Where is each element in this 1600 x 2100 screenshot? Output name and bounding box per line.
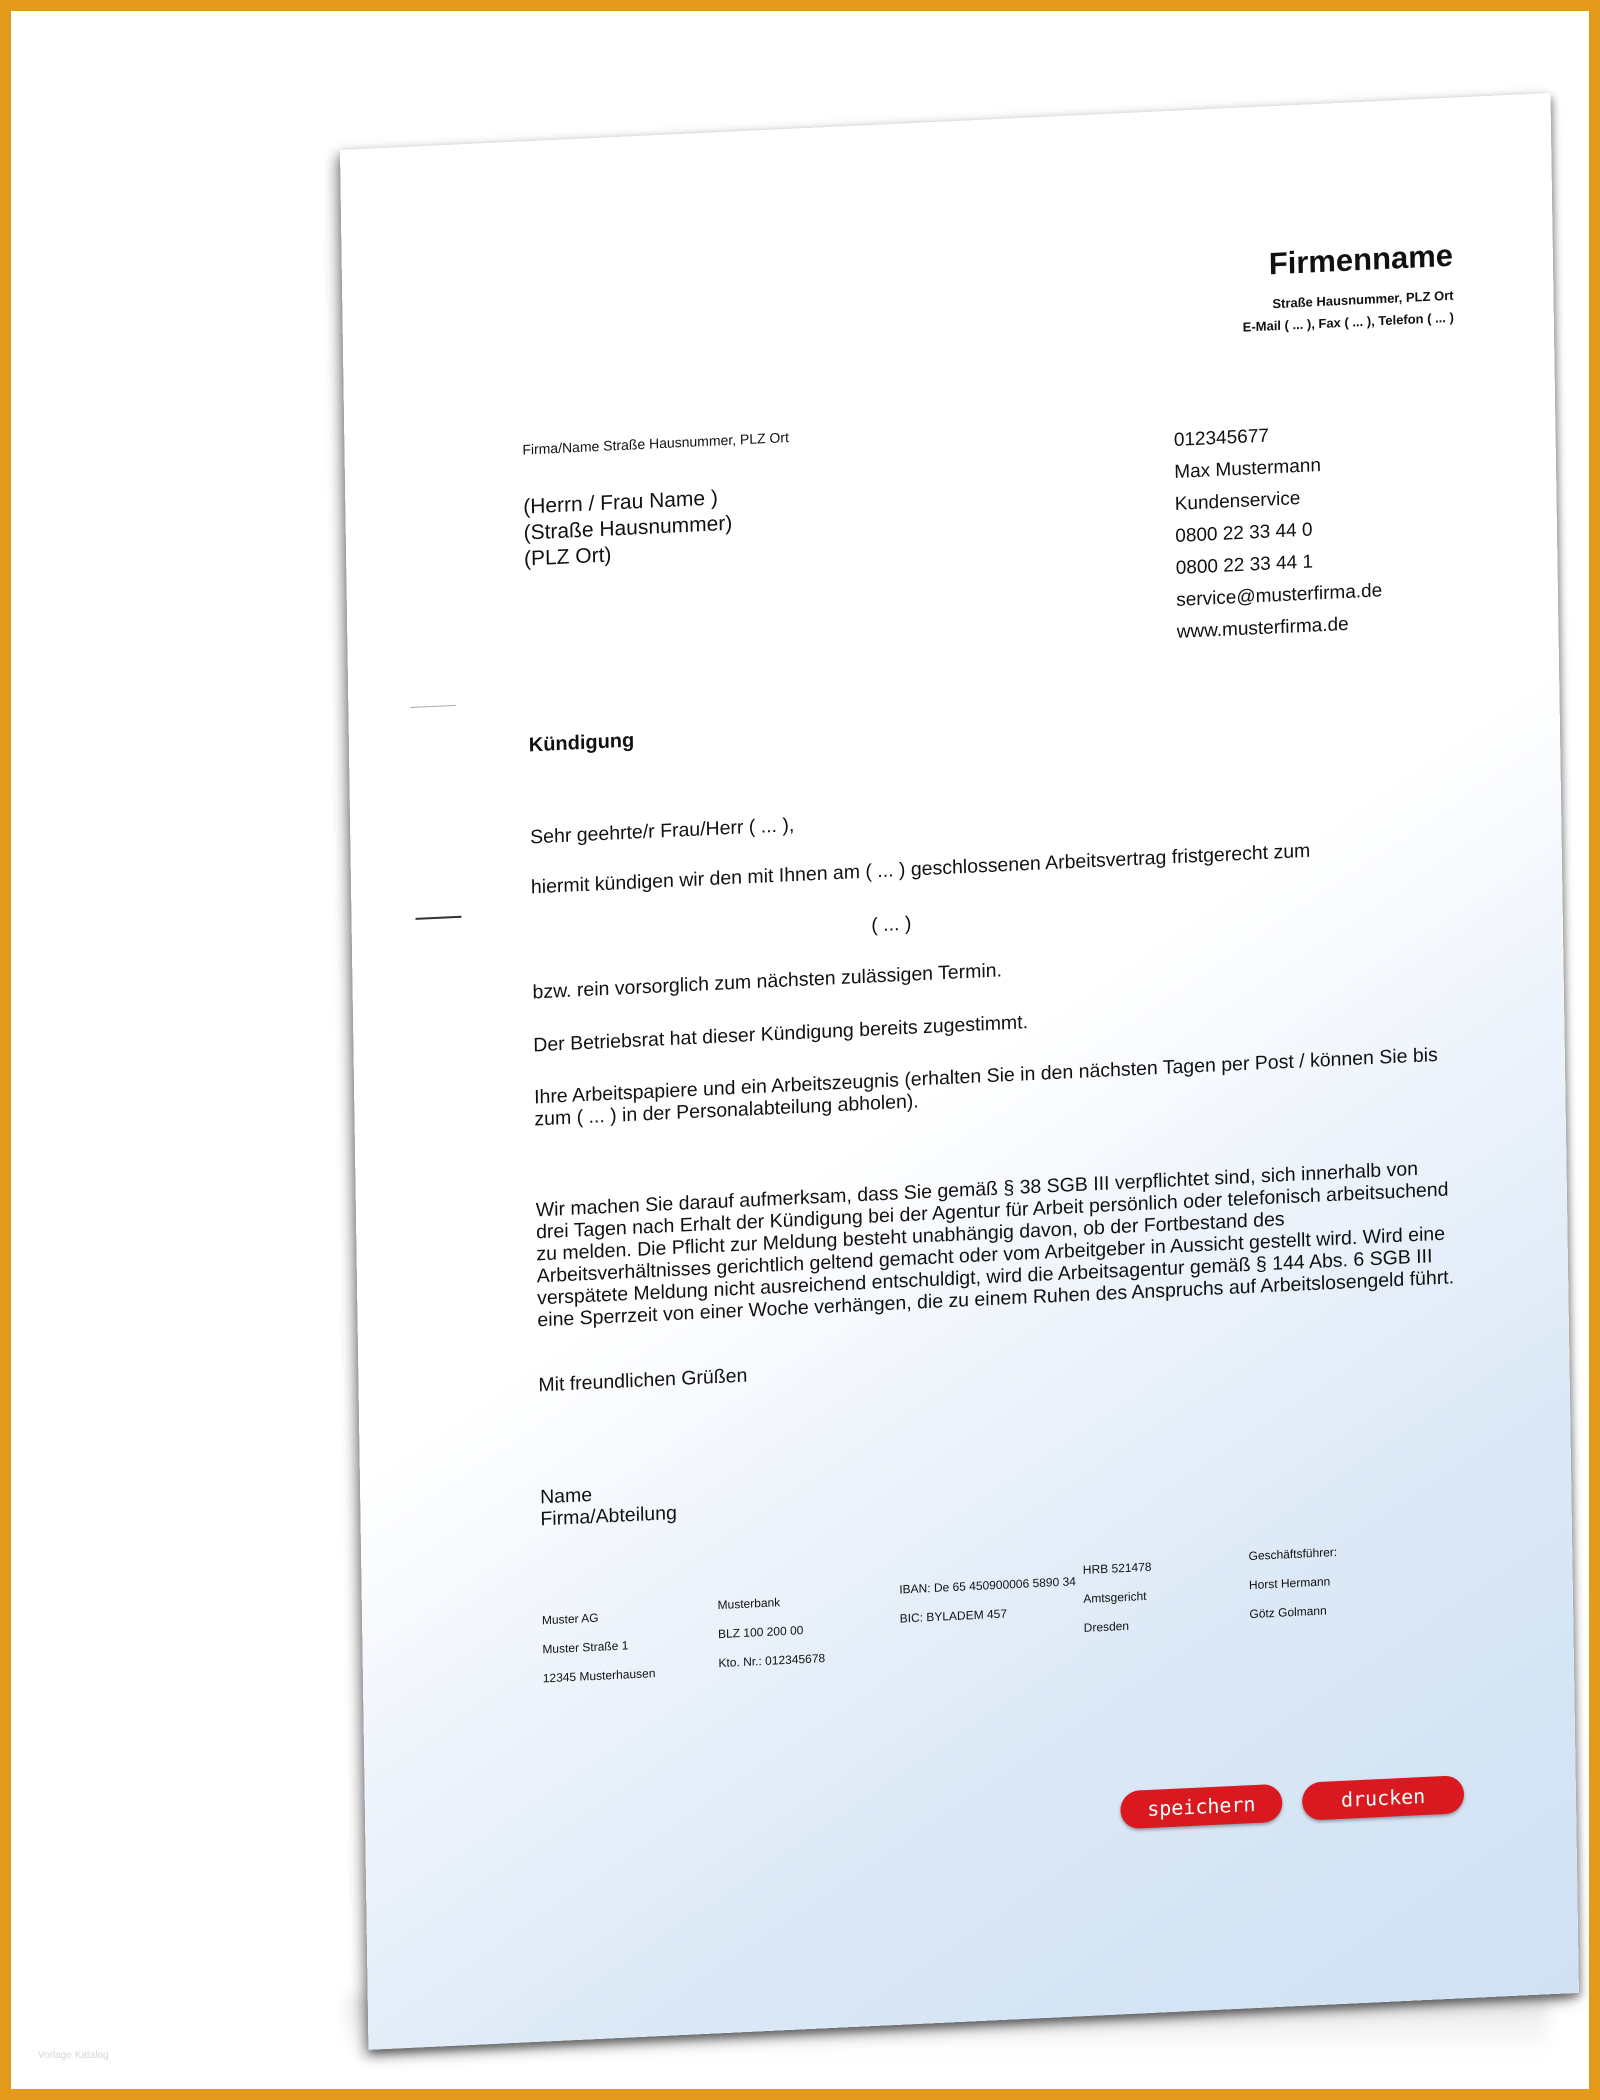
recipient-street: (Straße Hausnummer) <box>523 511 733 545</box>
footer-line: 12345 Musterhausen <box>542 1666 656 1686</box>
company-contact: E-Mail ( ... ), Fax ( ... ), Telefon ( ... ) <box>1242 309 1454 335</box>
footer-bank <box>717 1586 825 1678</box>
salutation: Sehr geehrte/r Frau/Herr ( ... ), <box>530 814 795 849</box>
footer-line: Muster Straße 1 <box>542 1638 629 1657</box>
footer-company <box>542 1601 656 1693</box>
footer-line: Götz Golmann <box>1249 1603 1327 1622</box>
contact-fax: 0800 22 33 44 1 <box>1175 551 1314 579</box>
footer-line: Geschäftsführer: <box>1248 1544 1338 1564</box>
footer-register <box>1083 1553 1153 1643</box>
footer-management <box>1248 1538 1338 1629</box>
contact-phone: 0800 22 33 44 0 <box>1175 519 1313 547</box>
letter-subject: Kündigung <box>528 729 635 757</box>
termination-date-placeholder: ( ... ) <box>871 912 912 937</box>
contact-block <box>1174 415 1383 649</box>
footer-line: Amtsgericht <box>1083 1588 1147 1606</box>
paragraph-works-council: Der Betriebsrat hat dieser Kündigung bereits zugestimmt. <box>533 1011 1029 1057</box>
save-button[interactable]: speichern <box>1120 1784 1282 1830</box>
footer-line: BLZ 100 200 00 <box>717 1623 804 1642</box>
signature-name: Name <box>539 1483 593 1509</box>
company-name: Firmenname <box>1268 237 1454 282</box>
footer-line: Dresden <box>1083 1618 1130 1635</box>
print-button[interactable]: drucken <box>1302 1775 1464 1821</box>
closing: Mit freundlichen Grüßen <box>538 1364 748 1397</box>
contact-email: service@musterfirma.de <box>1176 580 1383 611</box>
sender-return-line: Firma/Name Straße Hausnummer, PLZ Ort <box>522 429 790 458</box>
footer-line: Kto. Nr.: 012345678 <box>718 1651 826 1671</box>
signature-department: Firma/Abteilung <box>540 1501 677 1531</box>
paragraph-documents: Ihre Arbeitspapiere und ein Arbeitszeugnis (erhalten Sie in den nächsten Tagen per Post / können Sie bis zum ( ... ) in der Personalabteilung abholen). <box>533 1043 1438 1131</box>
punch-mark <box>415 916 461 920</box>
recipient-name: (Herrn / Frau Name ) <box>523 486 719 519</box>
company-address: Straße Hausnummer, PLZ Ort <box>1272 287 1454 312</box>
document-page <box>340 93 1579 2050</box>
paragraph-legal-notice: Wir machen Sie darauf aufmerksam, dass Sie gemäß § 38 SGB III verpflichtet sind, sich innerhalb von drei Tagen nach Erhalt der Kündigung bei der Agentur für Arbeit persönlich oder telefonisch arbeitsuchend zu melden. Die Pflicht zur Meldung besteht unabhängig davon, ob der Fortbestand des Arbeitsverhältnisses gerichtlich geltend gemacht oder vom Arbeitgeber in Aussicht gestellt wird. Wird eine verspätete Meldung nicht ausreichend entschuldigt, wird die Arbeitsagentur gemäß § 144 Abs. 6 SGB III eine Sperrzeit von einer Woche verhängen, die zu einem Ruhen des Anspruchs auf Arbeitslosengeld führt. <box>535 1157 1455 1332</box>
contact-name: Max Mustermann <box>1174 455 1322 483</box>
footer-iban <box>899 1567 1076 1633</box>
contact-department: Kundenservice <box>1174 488 1301 515</box>
footer-line: Muster AG <box>541 1610 599 1628</box>
paragraph-alternative-date: bzw. rein vorsorglich zum nächsten zulässigen Termin. <box>532 959 1003 1004</box>
letter-sheet <box>340 93 1579 2050</box>
footer-line: IBAN: De 65 450900006 5890 34 <box>899 1574 1076 1597</box>
fold-mark <box>410 705 456 708</box>
paragraph-termination: hiermit kündigen wir den mit Ihnen am ( ... ) geschlossenen Arbeitsvertrag fristgerecht zum <box>530 839 1311 899</box>
footer-line: Musterbank <box>717 1595 781 1613</box>
contact-number: 012345677 <box>1173 425 1270 451</box>
footer-line: HRB 521478 <box>1082 1559 1152 1577</box>
contact-web: www.musterfirma.de <box>1176 613 1349 643</box>
footer-line: Horst Hermann <box>1248 1574 1331 1593</box>
footer-line: BIC: BYLADEM 457 <box>899 1606 1008 1626</box>
recipient-city: (PLZ Ort) <box>523 543 612 571</box>
recipient-address <box>523 485 733 573</box>
watermark: Vorlage Katalog <box>38 2050 109 2061</box>
signature-block <box>540 1480 677 1530</box>
